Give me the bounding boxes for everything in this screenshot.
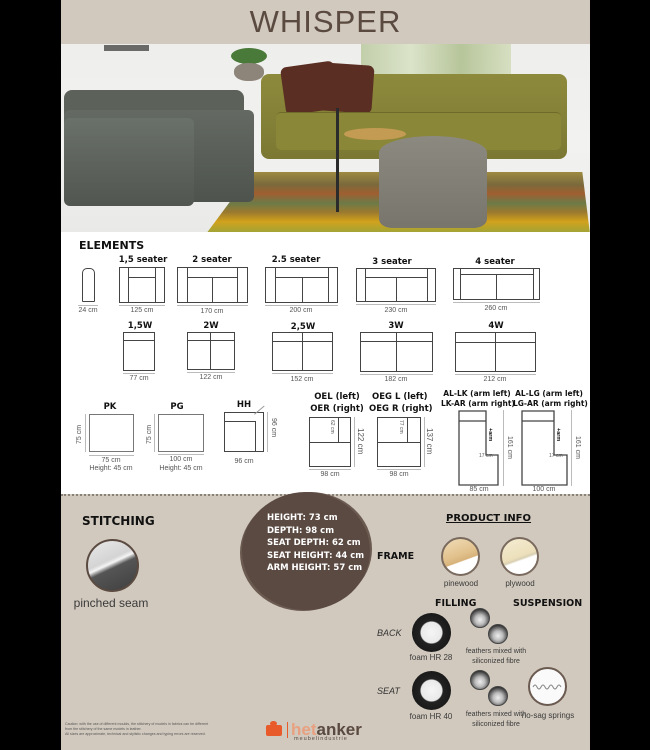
diagram-line [396, 277, 397, 302]
diagram-line [365, 268, 366, 302]
pinewood-image [441, 537, 480, 576]
pot-decor [234, 63, 264, 81]
element-label: 2,5W [290, 322, 316, 332]
element-width: 200 cm [289, 307, 313, 314]
element-al-lk-diagram [458, 410, 500, 486]
dimension-line [119, 305, 165, 306]
element-1-5-seater-diagram [119, 267, 165, 303]
element-label: 1,5W [127, 321, 153, 331]
element-label: 2 seater [192, 255, 232, 265]
element-inner-depth: 77 cm [398, 420, 404, 434]
back-foam: foam HR 28 [409, 653, 453, 662]
cushion-image [317, 62, 374, 114]
disclaimer-line: All sizes are approximate, technical and stylistic changes and typing errors are reserved. [65, 732, 206, 736]
dimension-line [158, 454, 204, 455]
diagram-line [128, 267, 129, 303]
element-label-secondary: LK-AR (arm right) [441, 399, 515, 408]
dimension-line [267, 412, 268, 452]
spec-depth: DEPTH: 98 cm [267, 525, 335, 536]
hero-photo [61, 44, 590, 232]
brand-tagline: meubelindustrie [294, 736, 348, 742]
element-depth: 122 cm [356, 428, 365, 455]
wall-frame [104, 45, 149, 51]
fibre-image [488, 624, 508, 644]
frame-material: pinewood [443, 579, 479, 588]
spec-seat-height: SEAT HEIGHT: 44 cm [267, 550, 365, 561]
foam-hr40-image [412, 671, 451, 710]
dimension-line [265, 305, 338, 306]
element-width: 182 cm [384, 376, 408, 383]
dimension-line [356, 304, 436, 305]
diagram-line [155, 267, 156, 303]
element-depth: 161 cm [506, 436, 513, 459]
element-pg-diagram [158, 414, 204, 452]
element-label: 1,5 seater [118, 255, 168, 265]
logo-divider [287, 722, 288, 738]
element-depth: 161 cm [574, 436, 581, 459]
dimension-line [123, 373, 155, 374]
diagram-line [396, 332, 397, 372]
element-label: AL-LG (arm left) [515, 389, 583, 398]
dimension-line [354, 417, 355, 467]
back-label: BACK [377, 628, 402, 638]
spec-arm-height: ARM HEIGHT: 57 cm [267, 563, 363, 573]
element-label: 3 seater [372, 257, 412, 267]
side-table-image [344, 128, 406, 140]
element-label-secondary: OER (right) [310, 404, 364, 414]
diagram-line [187, 267, 188, 303]
element-width: 100 cm [532, 486, 556, 493]
diagram-line [275, 267, 276, 303]
dimension-line [85, 414, 86, 452]
product-info-heading: PRODUCT INFO [446, 513, 532, 524]
diagram-line [427, 268, 428, 302]
dimension-line [89, 455, 134, 456]
element-inner-width: 17 cm [479, 453, 493, 459]
element-inner-depth: 62 cm [329, 420, 335, 434]
element-label: 4 seater [475, 257, 515, 267]
sofa-logo-icon [266, 725, 282, 736]
dimension-line [154, 414, 155, 452]
brand-logo [266, 720, 362, 740]
disclaimer-line: from the stitchery of the same models in leather. [65, 727, 142, 731]
element-width: 122 cm [199, 374, 223, 381]
element-al-lg-diagram [521, 410, 568, 486]
no-sag-springs-image [528, 667, 567, 706]
diagram-line [328, 267, 329, 303]
element-width: 100 cm [169, 456, 193, 463]
element-depth: 75 cm [146, 424, 153, 444]
armchair-arm-image [64, 118, 194, 206]
elements-section [61, 232, 590, 494]
diagram-line [187, 277, 238, 278]
dimension-line [377, 469, 421, 470]
diagram-line [255, 421, 256, 452]
seat-feathers-line: feathers mixed with [465, 711, 527, 718]
diagram-line [187, 340, 235, 341]
seat-suspension: no-sag springs [521, 711, 575, 720]
element-label: HH [236, 400, 252, 410]
element-1-5w-diagram [123, 332, 155, 371]
element-depth: 75 cm [76, 424, 83, 444]
diagram-line [495, 332, 496, 372]
seat-foam: foam HR 40 [409, 712, 453, 721]
fibre-image [488, 686, 508, 706]
window-decor [361, 44, 511, 74]
diagram-line [338, 417, 339, 442]
filling-heading: FILLING [435, 598, 477, 609]
element-label: OEL (left) [314, 392, 360, 402]
diagram-line [224, 421, 255, 422]
element-label: OEG L (left) [372, 392, 428, 402]
element-label: 2W [203, 321, 219, 331]
diagram-line [302, 277, 303, 303]
suspension-heading: SUSPENSION [513, 598, 583, 609]
elements-heading: ELEMENTS [79, 239, 145, 252]
diagram-line [496, 274, 497, 300]
back-feathers-line: siliconized fibre [472, 658, 520, 665]
pouf-image [379, 136, 487, 228]
dimension-line [503, 410, 504, 486]
frame-material: plywood [505, 579, 535, 588]
stitching-caption: pinched seam [73, 596, 149, 610]
spec-height: HEIGHT: 73 cm [267, 513, 338, 523]
element-width: 230 cm [384, 307, 408, 314]
diagram-line [275, 277, 329, 278]
element-width: 85 cm [469, 486, 489, 493]
stitching-heading: STITCHING [82, 514, 155, 528]
dimension-line [455, 374, 536, 375]
product-sheet [61, 0, 590, 750]
element-depth: 137 cm [425, 428, 434, 455]
diagram-line [460, 274, 534, 275]
element-width: 75 cm [101, 457, 121, 464]
dimension-line [360, 374, 433, 375]
element-width: 152 cm [290, 376, 314, 383]
dimension-line [571, 410, 572, 486]
element-width: 125 cm [130, 307, 154, 314]
back-feathers-line: feathers mixed with [465, 648, 527, 655]
element-width: 98 cm [320, 471, 340, 478]
feathers-image [470, 608, 490, 628]
element-label-secondary: OEG R (right) [369, 404, 433, 414]
element-width: 77 cm [129, 375, 149, 382]
specs-list [267, 512, 364, 575]
disclaimer-line: Caution: with the use of different moulds, the stitchery of models in fabrics can be different [65, 722, 209, 726]
diagram-line [212, 277, 213, 303]
element-width: 96 cm [234, 458, 254, 465]
element-height: Height: 45 cm [159, 465, 203, 472]
spec-seat-depth: SEAT DEPTH: 62 cm [267, 538, 361, 548]
diagram-line [302, 332, 303, 371]
diagram-line [377, 442, 421, 443]
diagram-line [533, 268, 534, 300]
element-height: Height: 45 cm [89, 465, 133, 472]
element-hh-diagram [224, 412, 264, 452]
element-width: 98 cm [389, 471, 409, 478]
diagram-line [407, 417, 408, 442]
element-width: 170 cm [200, 308, 224, 315]
frame-label: FRAME [377, 551, 415, 562]
element-label: 2.5 seater [271, 255, 321, 265]
element-label: 4W [488, 321, 504, 331]
brand-name-light: het [291, 720, 317, 739]
element-label: PK [103, 402, 117, 412]
plant-decor [231, 48, 267, 64]
dimension-line [187, 372, 235, 373]
pinched-seam-image [86, 539, 139, 592]
dimension-line [453, 302, 540, 303]
diagram-line [237, 267, 238, 303]
diagram-line [123, 340, 155, 341]
element-width: 212 cm [483, 376, 507, 383]
element-width: 24 cm [78, 307, 98, 314]
element-label: 3W [388, 321, 404, 331]
info-section [61, 494, 590, 750]
dimension-line [309, 469, 351, 470]
diagram-line [210, 332, 211, 370]
footer-disclaimer [65, 722, 265, 737]
product-title: WHISPER [249, 4, 402, 39]
element-depth: 96 cm [270, 418, 277, 438]
diagram-line [128, 277, 156, 278]
plywood-image [500, 537, 539, 576]
diagram-line [309, 442, 351, 443]
element-width: 260 cm [484, 305, 508, 312]
element-arm-note: +arm [487, 428, 493, 442]
back-feathers [461, 647, 531, 667]
element-inner-width: 17 cm [549, 453, 563, 459]
foam-hr28-image [412, 613, 451, 652]
element-armrest-diagram [82, 268, 95, 302]
element-label: PG [170, 402, 184, 412]
dimension-line [78, 305, 98, 306]
dimension-line [272, 373, 333, 374]
brand-name-dark: anker [316, 720, 362, 739]
element-arm-note: +arm [555, 428, 561, 442]
feathers-image [470, 670, 490, 690]
element-2w-diagram [187, 332, 235, 370]
element-label-secondary: LG-AR (arm right) [513, 399, 588, 408]
side-table-leg [336, 108, 339, 212]
element-pk-diagram [89, 414, 134, 452]
diagram-line [460, 268, 461, 300]
dimension-line [177, 305, 248, 306]
seat-feathers-line: siliconized fibre [472, 721, 520, 728]
seat-label: SEAT [377, 686, 400, 696]
element-label: AL-LK (arm left) [443, 389, 511, 398]
diagram-line [365, 277, 428, 278]
